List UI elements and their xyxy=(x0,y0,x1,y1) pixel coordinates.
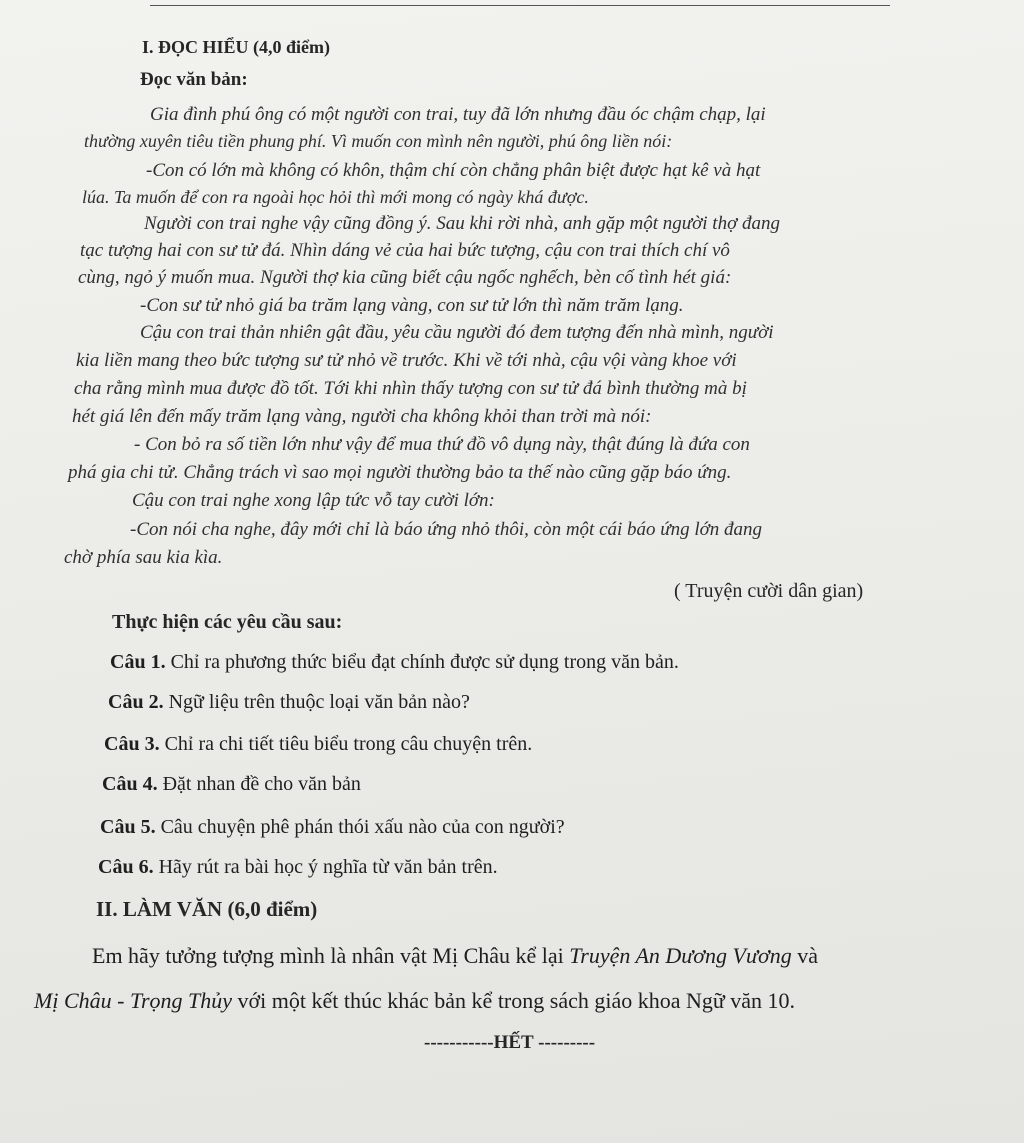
story-source: ( Truyện cười dân gian) xyxy=(674,580,864,602)
story-line: lúa. Ta muốn để con ra ngoài học hỏi thì mới mong có ngày khá được. xyxy=(82,187,589,207)
question-2 xyxy=(108,692,470,712)
essay-text: với một kết thúc khác bản kể trong sách giáo khoa Ngữ văn 10. xyxy=(232,988,796,1013)
story-line: tạc tượng hai con sư tử đá. Nhìn dáng vẻ của hai bức tượng, cậu con trai thích chí vô xyxy=(80,240,730,261)
story-line: kia liền mang theo bức tượng sư tử nhỏ về trước. Khi về tới nhà, cậu vội vàng khoe với xyxy=(76,350,737,371)
story-line: Cậu con trai thản nhiên gật đầu, yêu cầu người đó đem tượng đến nhà mình, người xyxy=(140,322,774,343)
question-6 xyxy=(98,857,498,877)
question-label: Câu 4. xyxy=(102,773,158,795)
story-line: Gia đình phú ông có một người con trai, tuy đã lớn nhưng đầu óc chậm chạp, lại xyxy=(150,104,766,125)
story-line: cha rằng mình mua được đồ tốt. Tới khi nhìn thấy tượng con sư tử đá bình thường mà bị xyxy=(74,378,747,399)
question-text: Ngữ liệu trên thuộc loại văn bản nào? xyxy=(163,691,470,713)
question-label: Câu 3. xyxy=(104,733,160,755)
story-line: -Con nói cha nghe, đây mới chỉ là báo ứng nhỏ thôi, còn một cái báo ứng lớn đang xyxy=(130,519,763,540)
question-1 xyxy=(110,652,679,672)
question-text: Chỉ ra chi tiết tiêu biểu trong câu chuyện trên. xyxy=(159,733,533,755)
story-line: Cậu con trai nghe xong lập tức vỗ tay cười lớn: xyxy=(132,490,495,511)
question-label: Câu 5. xyxy=(100,816,156,838)
story-line: -Con sư tử nhỏ giá ba trăm lạng vàng, con sư tử lớn thì năm trăm lạng. xyxy=(140,295,684,316)
story-line: cùng, ngỏ ý muốn mua. Người thợ kia cũng biết cậu ngốc nghếch, bèn cố tình hét giá: xyxy=(78,267,732,288)
essay-prompt-line-1 xyxy=(92,945,818,967)
story-line: - Con bỏ ra số tiền lớn như vậy để mua thứ đồ vô dụng này, thật đúng là đứa con xyxy=(134,434,750,455)
essay-text: và xyxy=(791,943,818,968)
question-5 xyxy=(100,817,565,837)
question-label: Câu 1. xyxy=(110,651,166,673)
question-label: Câu 6. xyxy=(98,856,154,878)
section1-subheading: Đọc văn bản: xyxy=(140,69,248,90)
story-line: -Con có lớn mà không có khôn, thậm chí còn chẳng phân biệt được hạt kê và hạt xyxy=(146,160,761,181)
section1-heading: I. ĐỌC HIỂU (4,0 điểm) xyxy=(142,37,330,57)
essay-text: Em hãy tưởng tượng mình là nhân vật Mị Châu kể lại xyxy=(92,943,570,968)
story-line: hét giá lên đến mấy trăm lạng vàng, người cha không khỏi than trời mà nói: xyxy=(72,406,652,427)
question-text: Hãy rút ra bài học ý nghĩa từ văn bản trên. xyxy=(153,856,498,878)
question-text: Chỉ ra phương thức biểu đạt chính được sử dụng trong văn bản. xyxy=(165,651,679,673)
story-line: thường xuyên tiêu tiền phung phí. Vì muốn con mình nên người, phú ông liền nói: xyxy=(84,131,673,151)
story-line: Người con trai nghe vậy cũng đồng ý. Sau khi rời nhà, anh gặp một người thợ đang xyxy=(144,213,780,234)
question-text: Câu chuyện phê phán thói xấu nào của con người? xyxy=(155,816,565,838)
essay-work-title: Mị Châu - Trọng Thủy xyxy=(34,988,233,1013)
top-border-line xyxy=(150,0,890,6)
end-mark: -----------HẾT --------- xyxy=(424,1032,596,1053)
story-line: chờ phía sau kia kìa. xyxy=(64,547,223,568)
tasks-heading: Thực hiện các yêu cầu sau: xyxy=(112,611,343,633)
story-line: phá gia chi tử. Chẳng trách vì sao mọi người thường bảo ta thế nào cũng gặp báo ứng. xyxy=(68,462,732,483)
question-4 xyxy=(102,774,361,794)
essay-work-title: Truyện An Dương Vương xyxy=(569,943,792,968)
essay-prompt-line-2 xyxy=(34,990,795,1012)
question-3 xyxy=(104,734,532,754)
section2-heading: II. LÀM VĂN (6,0 điểm) xyxy=(96,897,318,921)
question-label: Câu 2. xyxy=(108,691,164,713)
question-text: Đặt nhan đề cho văn bản xyxy=(157,773,361,795)
